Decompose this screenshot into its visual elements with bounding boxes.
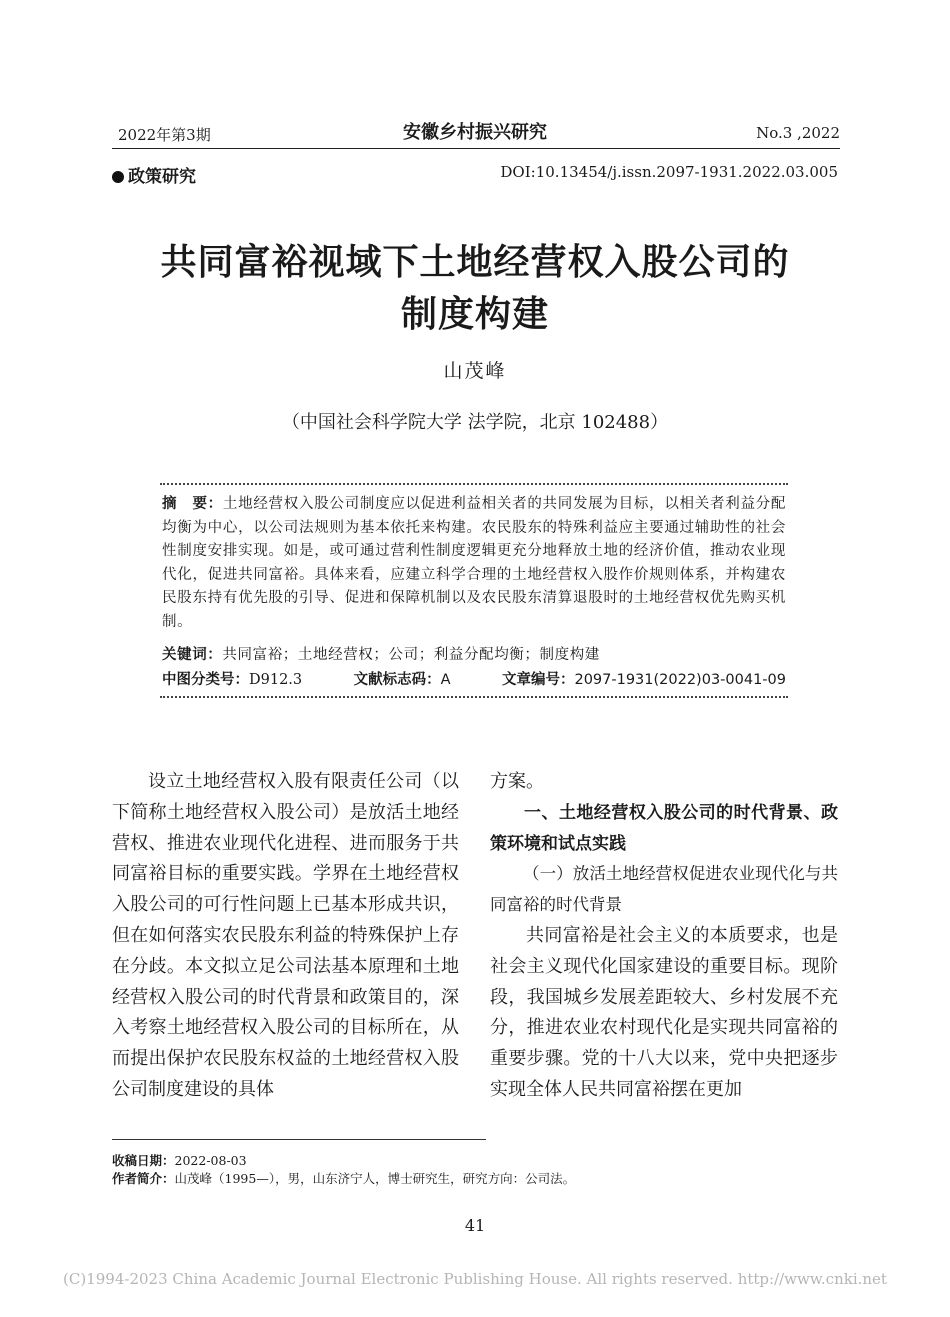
document-code [354,668,451,689]
abstract-bottom-divider [160,696,788,698]
copyright-line: (C)1994-2023 China Academic Journal Electronic Publishing House. All rights reserved. http://www.cnki.net [63,1270,887,1288]
received-value: 2022-08-03 [174,1153,247,1168]
body-paragraph: 共同富裕是社会主义的本质要求，也是社会主义现代化国家建设的重要目标。现阶段，我国城乡发展差距较大、乡村发展不充分，推进农业农村现代化是实现共同富裕的重要步骤。党的十八大以来，党中央把逐步实现全体人民共同富裕摆在更加 [490,924,838,1100]
intro-continuation: 方案。 [490,771,544,792]
page-number: 41 [464,1216,486,1235]
received-date [112,1151,247,1169]
article-number [502,668,786,689]
author-bio [112,1169,575,1187]
author-bio-value: 山茂峰（1995—），男，山东济宁人，博士研究生，研究方向：公司法。 [174,1171,576,1186]
abstract-top-divider [160,483,788,485]
journal-name: 安徽乡村振兴研究 [403,122,547,143]
body-right-column [490,767,838,1106]
doc-value: A [440,672,451,688]
article-label: 文章编号： [501,672,575,688]
issue-left: 2022年第3期 [118,126,211,144]
section-heading: 一、土地经营权入股公司的时代背景、政策环境和试点实践 [490,802,838,854]
classification-row [162,668,786,689]
doc-label: 文献标志码： [353,672,441,688]
affiliation: （中国社会科学院大学 法学院，北京 102488） [281,412,669,433]
abstract-text: 土地经营权入股公司制度应以促进利益相关者的共同发展为目标，以相关者利益分配均衡为中心，以公司法规则为基本依托来构建。农民股东的特殊利益应主要通过辅助性的社会性制度安排实现。如是，或可通过营利性制度逻辑更充分地释放土地的经济价值，推动农业现代化，促进共同富裕。具体来看，应建立科学合理的土地经营权入股作价规则体系，并构建农民股东持有优先股的引导、促进和保障机制以及农民股东清算退股时的土地经营权优先购买机制。 [162,496,786,630]
author-bio-label: 作者简介： [112,1171,175,1186]
subsection-heading: （一）放活土地经营权促进农业现代化与共同富裕的时代背景 [490,864,838,915]
body-left-column [112,767,459,1106]
bullet-dot-icon [112,171,124,183]
title-line-2: 制度构建 [400,293,549,335]
article-title [0,236,950,340]
clc-value: D912.3 [249,672,303,688]
title-line-1: 共同富裕视域下土地经营权入股公司的 [160,241,790,283]
received-label: 收稿日期： [112,1153,175,1168]
column-tag-label: 政策研究 [128,167,196,187]
column-tag [112,162,196,187]
abstract [162,493,786,634]
doi: DOI:10.13454/j.issn.2097-1931.2022.03.005 [500,163,838,181]
clc-label: 中图分类号： [162,672,249,688]
keywords-text: 共同富裕；土地经营权；公司；利益分配均衡；制度构建 [222,647,600,663]
footnote-rule [112,1139,486,1140]
intro-paragraph: 设立土地经营权入股有限责任公司（以下简称土地经营权入股公司）是放活土地经营权、推进农业现代化进程、进而服务于共同富裕目标的重要实践。学界在土地经营权入股公司的可行性问题上已基本形成共识，但在如何落实农民股东利益的特殊保护上存在分歧。本文拟立足公司法基本原理和土地经营权入股公司的时代背景和政策目的，深入考察土地经营权入股公司的目标所在，从而提出保护农民股东权益的土地经营权入股公司制度建设的具体 [112,771,459,1100]
abstract-label: 摘 要： [162,496,223,512]
keywords [162,643,600,664]
article-value: 2097-1931(2022)03-0041-09 [574,672,786,688]
keywords-label: 关键词： [162,647,223,663]
issue-right: No.3 ,2022 [756,124,840,142]
author: 山茂峰 [443,360,507,382]
clc-number [162,668,302,689]
header-rule [112,148,840,149]
